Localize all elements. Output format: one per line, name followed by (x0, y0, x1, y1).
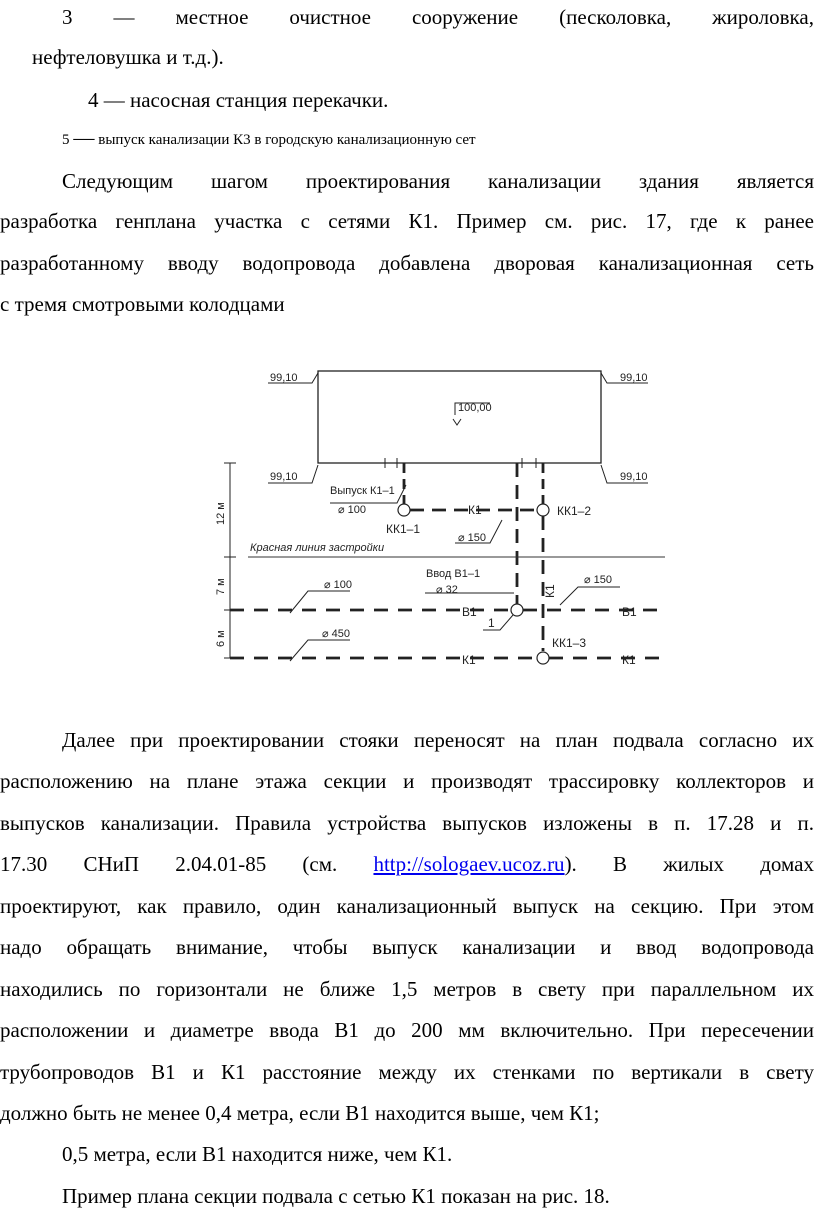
para2-line5: проектируют, как правило, один канализационный выпуск на секцию. При этом (0, 894, 814, 918)
para1-line1: Следующим шагом проектирования канализации здания является (62, 169, 814, 193)
inlet-point (511, 604, 523, 616)
b1-mid-label: В1 (462, 605, 477, 619)
k1-bottom-mid-label: К1 (462, 653, 476, 667)
para2-line1: Далее при проектировании стояки переносят на план подвала согласно их (62, 728, 814, 752)
k1-diam-150a: ⌀ 150 (458, 532, 487, 544)
para2-line9: трубопроводов В1 и К1 расстояние между их стенками по вертикали в свету (0, 1060, 814, 1084)
list-item-3-line2: нефтеловушка и т.д.). (32, 45, 224, 69)
elev-center-arrow (453, 419, 461, 425)
k1-upper-label: К1 (468, 503, 482, 517)
diam-450: ⌀ 450 (322, 628, 351, 640)
point1-label: 1 (488, 616, 495, 630)
para2-line4-a: 17.30 СНиП 2.04.01-85 (см. (0, 852, 374, 876)
k1-bottom-right-label: К1 (622, 653, 636, 667)
outlet-label: Выпуск К1–1 (330, 485, 395, 497)
para2-line4 (0, 851, 814, 877)
list-item-4: 4 — насосная станция перекачки. (88, 88, 389, 112)
diam-150b: ⌀ 150 (584, 574, 613, 586)
para2-line4-b: ). В жилых домах (564, 852, 814, 876)
well-kk1-1 (398, 504, 410, 516)
elev-tr: 99,10 (620, 372, 648, 384)
para2-line6: надо обращать внимание, чтобы выпуск канализации и ввод водопровода (0, 935, 814, 959)
red-line-label: Красная линия застройки (250, 542, 385, 554)
outlet-diam: ⌀ 100 (338, 504, 367, 516)
diam-100: ⌀ 100 (324, 579, 353, 591)
list-item-3-line1: 3 — местное очистное сооружение (песколовка, жироловка, (62, 5, 814, 29)
para2-line7: находились по горизонтали не ближе 1,5 метров в свету при параллельном их (0, 977, 814, 1001)
dim-6m: 6 м (215, 630, 227, 647)
sologaev-link[interactable]: http://sologaev.ucoz.ru (373, 852, 565, 876)
inlet-diam: ⌀ 32 (436, 584, 458, 596)
para2-line10: должно быть не менее 0,4 метра, если В1 находится выше, чем К1; (0, 1101, 600, 1125)
dim-7m: 7 м (215, 578, 227, 595)
elev-br: 99,10 (620, 471, 648, 483)
elev-tl: 99,10 (270, 372, 298, 384)
well-kk1-1-label: КК1–1 (386, 522, 421, 536)
building-outline (318, 371, 601, 463)
para2-line8: расположении и диаметре ввода В1 до 200 мм включительно. При пересечении (0, 1018, 814, 1042)
k1-vertical-label: К1 (543, 584, 557, 598)
list-item-5: 5 ── выпуск канализации К3 в городскую канализационную сет (62, 132, 476, 148)
para1-line4: с тремя смотровыми колодцами (0, 292, 285, 316)
elev-bl: 99,10 (270, 471, 298, 483)
para1-line3: разработанному вводу водопровода добавлена дворовая канализационная сеть (0, 251, 814, 275)
dim-12m: 12 м (215, 502, 227, 525)
well-kk1-2-label: КК1–2 (557, 504, 592, 518)
b1-right-label: В1 (622, 605, 637, 619)
leader-150b (560, 587, 620, 605)
leader-100 (290, 591, 350, 613)
well-kk1-2 (537, 504, 549, 516)
well-kk1-3-label: КК1–3 (552, 636, 587, 650)
para2-line2: расположению на плане этажа секции и производят трассировку коллекторов и (0, 769, 814, 793)
tail-line1: 0,5 метра, если В1 находится ниже, чем К1. (62, 1142, 453, 1166)
para2-line3: выпусков канализации. Правила устройства выпусков изложены в п. 17.28 и п. (0, 811, 814, 835)
leader-450 (290, 640, 350, 661)
para1-line2: разработка генплана участка с сетями К1. Пример см. рис. 17, где к ранее (0, 209, 814, 233)
inlet-label: Ввод В1–1 (426, 568, 481, 580)
elev-center: 100,00 (458, 402, 492, 414)
tail-line2: Пример плана секции подвала с сетью К1 показан на рис. 18. (62, 1184, 610, 1208)
site-plan-figure (200, 355, 680, 675)
well-kk1-3 (537, 652, 549, 664)
